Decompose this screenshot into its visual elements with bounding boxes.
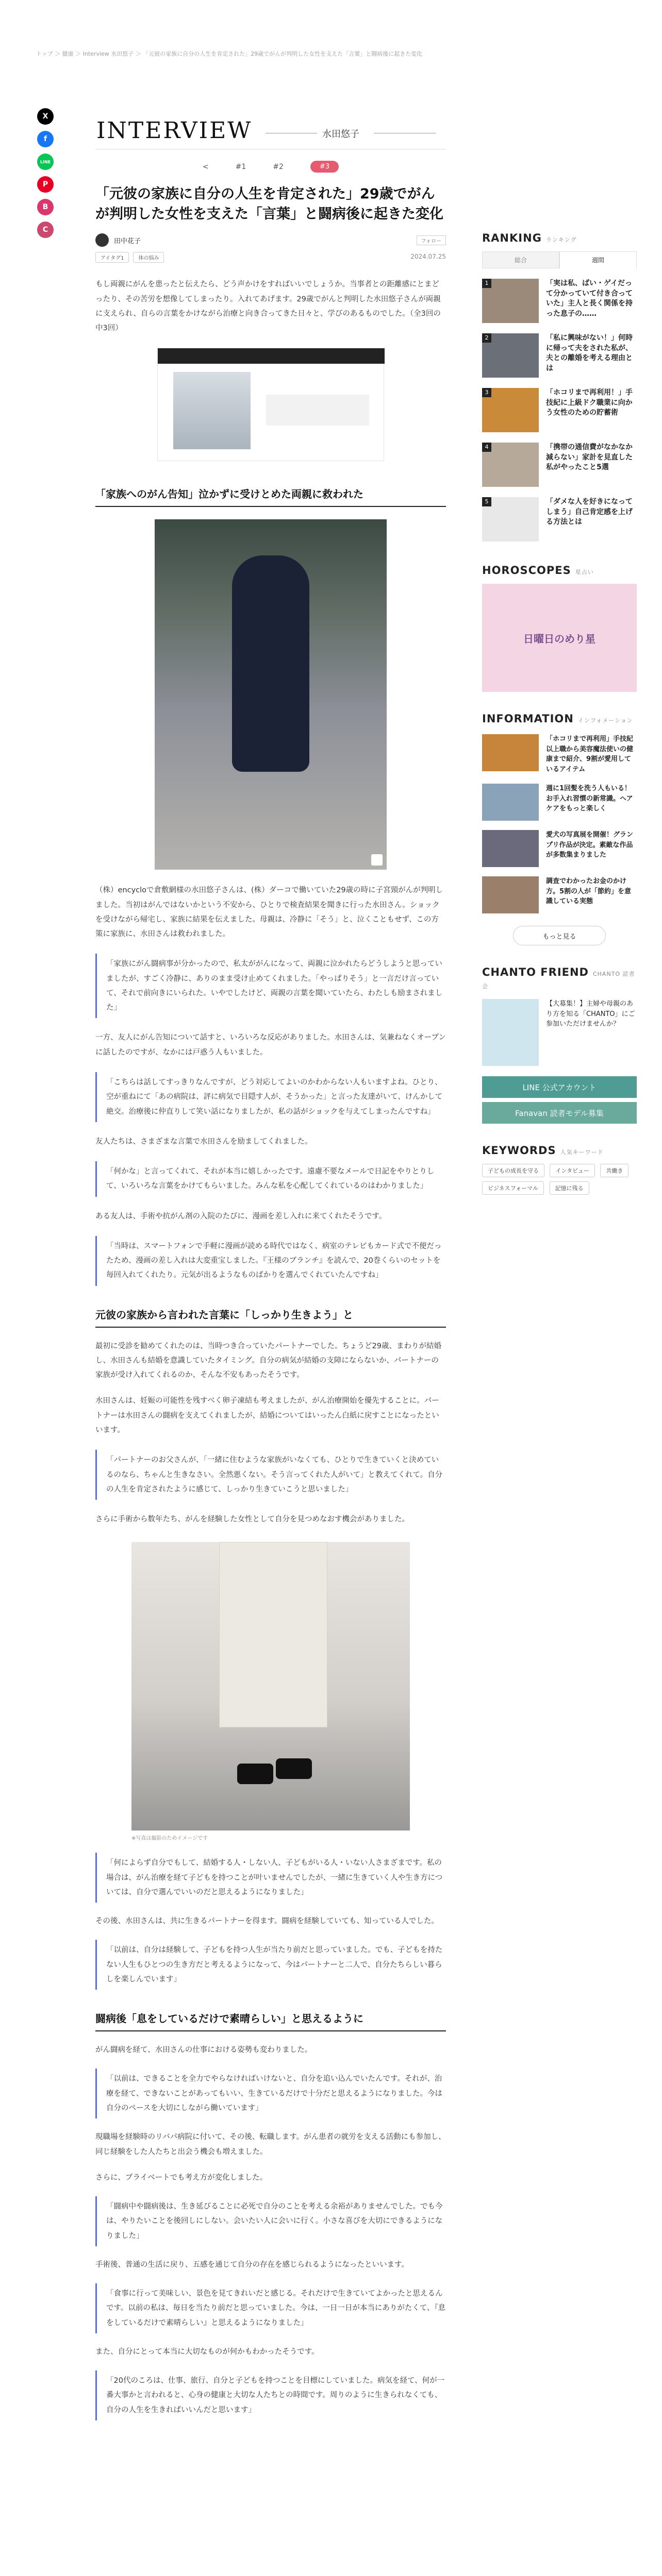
thumbnail: 5 — [482, 497, 539, 541]
tag-chip[interactable]: 体の悩み — [133, 252, 164, 263]
keyword-chip[interactable]: 子どもの成長を守る — [482, 1164, 544, 1177]
thumbnail: 1 — [482, 279, 539, 323]
quote-block: 「家族にがん闘病事が分かったので、私太ががんになって、両親に泣かれたらどうしようと思っていましたが、すごく冷静に、ありのまま受け止めてくれました。「やっぱりそう」と一言だけ言っていて、それで前向きにいられた。いやでしたけど、両親の言葉を聞いていたら、わたしも励まされました」 — [95, 954, 446, 1018]
ranking-item[interactable]: 1 「実は私、ばい・ゲイだって分かっていて付き合っていた」主人と長く関係を持った息子の…… — [482, 279, 637, 323]
keyword-list — [482, 1164, 637, 1199]
thumbnail — [482, 999, 539, 1066]
keyword-chip[interactable]: インタビュー — [550, 1164, 595, 1177]
interview-title: INTERVIEW — [96, 117, 253, 144]
pager-prev[interactable]: < — [202, 162, 209, 171]
pager-page-2[interactable]: #2 — [273, 162, 284, 171]
quote-block: 「こちらは話してすっきりなんですが、どう対応してよいのかわからない人もいますよね。ひとり、空が重ねにて「あの病院は、評に病気で目隠す人が、そうかった」と言った友達がいて、けんかして絶交。治療後に仲直りして笑い話になりましたが、私の話がショックを与えてしまったんですね」 — [95, 1072, 446, 1122]
body-paragraph: また、自分にとって本当に大切なものが何かもわかったそうです。 — [95, 2347, 319, 2356]
info-item[interactable]: 調査でわかったお金のかけ方。5割の人が「節約」を意識している実態 — [482, 876, 637, 913]
x-share-button[interactable]: X — [37, 108, 54, 125]
line-share-button[interactable]: LINE — [37, 154, 54, 170]
body-paragraph: 水田さんは、妊娠の可能性を残すべく卵子凍結も考えましたが、がん治療開始を優先することに。パートナーは水田さんの闘病を支えてくれましたが、結婚についてはいったん白紙に戻すことになったといいます。 — [95, 1397, 439, 1434]
thumbnail: 4 — [482, 443, 539, 487]
section-heading: 闘病後「息をしているだけで素晴らしい」と思えるように — [95, 2010, 446, 2031]
tab-overall[interactable]: 総合 — [482, 251, 559, 268]
ranking-heading: RANKING ランキング — [482, 232, 577, 244]
thumbnail: 2 — [482, 333, 539, 378]
avatar — [95, 233, 109, 247]
photo-shoe — [237, 1764, 273, 1784]
body-paragraph: 最初に受診を勧めてくれたのは、当時つき合っていたパートナーでした。ちょうど29歳、まわりが結婚し、水田さんも結婚を意識していたタイミング。自分の病気が結婚の支障にならないか、パートナーの家族が受け入れてくれるのか、そんな不安もあったそうです。 — [95, 1342, 441, 1380]
info-item[interactable]: 週に1回髪を洗う人もいる！お手入れ習慣の新常識。ヘアケアをもっと楽しく — [482, 784, 637, 821]
keyword-chip[interactable]: 記憶に残る — [550, 1181, 589, 1195]
article-photo — [155, 519, 387, 870]
series-banner[interactable] — [157, 348, 384, 461]
body-paragraph: その後、水田さんは、共に生きるパートナーを得ます。闘病を経験していても、知っている人でした。 — [95, 1917, 439, 1926]
follow-button[interactable]: フォロー — [417, 235, 446, 245]
info-item[interactable]: 「ホコリまで再利用」手技紀以上職から美容魔法使いの健康まで紹介、9割が愛用しているアイテム — [482, 734, 637, 774]
tab-weekly[interactable]: 週間 — [559, 251, 637, 268]
more-button[interactable]: もっと見る — [513, 926, 606, 945]
thumbnail — [482, 734, 539, 771]
quote-block: 「以前は、自分は経験して、子どもを持つ人生が当たり前だと思っていました。でも、子どもを持たない人生もひとつの生き方だと考えるようになって、今はパートナーと二人で、自分たちらしい暮らしを楽しんでいます」 — [95, 1940, 446, 1990]
quote-block: 「何かな」と言ってくれて、それが本当に嬉しかったです。遠慮不要なメールで日記をやりとりして、いろいろな言葉をかけてもらいました。みんな私を心配してくれているのはわかりました」 — [95, 1161, 446, 1197]
article-title: 「元彼の家族に自分の人生を肯定された」29歳でがんが判明した女性を支えた「言葉」と闘病後に起きた変化 — [95, 186, 443, 223]
pinterest-share-button[interactable]: P — [37, 176, 54, 193]
quote-block: 「20代のころは、仕事、旅行、自分と子どもを持つことを目標にしていました。病気を経て、何が一番大事かと言われると、心身の健康と大切な人たちとの時間です。周りのように生きられなくても、自分の人生を生きればいいんだと思います」 — [95, 2370, 446, 2420]
keyword-chip[interactable]: 共働き — [600, 1164, 628, 1177]
share-bar — [37, 108, 57, 244]
body-paragraph: 手術後、普通の生活に戻り、五感を通じて自分の存在を感じられるようになったといいます。 — [95, 2260, 409, 2269]
facebook-share-button[interactable]: f — [37, 131, 54, 147]
series-banner-bar — [158, 348, 385, 364]
body-paragraph: （株）encycloで倉敷網様の水田悠子さんは、(株）ダーコで働いていた29歳の時に子宮頸がんが判明しました。当初はがんではないかという不安から、ひとりで検査結果を聞きに行った水田さん。ショックを受けながら帰宅し、家族に結果を伝えました。母親は、冷静に「そう」と、泣くこともせず、この方策に家族に、水田さんは救われました。 — [95, 886, 443, 939]
sidebar — [482, 232, 637, 1199]
quote-block: 「当時は、スマートフォンで手軽に漫画が読める時代ではなく、病室のテレビもカード式で不便だったため、漫画の差し入れは大変重宝しました。『王様のブランチ』を読んで、20巻くらいのセットを毎回入れてくれたり。元気が出るようなものばかりを選んでくれていたんですね」 — [95, 1236, 446, 1286]
chanto-card[interactable]: 【大募集！】主婦や母親のあり方を知る「CHANTO」にご参加いただけませんか？ — [482, 999, 637, 1066]
information-heading: INFORMATION インフォメーション — [482, 713, 633, 725]
interview-author: 水田悠子 — [322, 129, 359, 140]
thumbnail — [482, 784, 539, 821]
publish-date: 2024.07.25 — [410, 253, 446, 261]
article-main — [95, 103, 446, 2420]
pager-page-1[interactable]: #1 — [235, 162, 246, 171]
series-photo — [173, 372, 251, 449]
article-photo — [131, 1542, 410, 1831]
photo-figure — [232, 555, 309, 772]
body-paragraph: さらに、プライベートでも考え方が変化しました。 — [95, 2173, 268, 2182]
line-banner[interactable]: LINE 公式アカウント — [482, 1076, 637, 1098]
copy-link-button[interactable]: C — [37, 222, 54, 238]
ranking-item[interactable]: 5 「ダメな人を好きになってしまう」自己肯定感を上げる方法とは — [482, 497, 637, 541]
quote-block: 「闘病中や闘病後は、生き延びることに必死で自分のことを考える余裕がありませんでした。でも今は、やりたいことを後回しにしない。会いたい人に会いに行く。小さな喜びを大切にできるようになりました」 — [95, 2196, 446, 2246]
series-caption — [266, 395, 369, 426]
thumbnail — [482, 876, 539, 913]
horoscope-banner[interactable]: 日曜日のめり星 — [482, 584, 637, 692]
body-paragraph: 現職場を経験時のリバパ病院に付いて、その後、転職します。がん患者の就労を支える活動にも参加し、同じ経験をした人たちと出会う機会も増えました。 — [95, 2133, 446, 2156]
fanavan-banner[interactable]: Fanavan 読者モデル募集 — [482, 1102, 637, 1124]
breadcrumb[interactable]: トップ ＞ 健康 ＞ Interview 水田悠子 ＞ 「元彼の家族に自分の人生を肯定された」29歳でがんが判明した女性を支えた「言葉」と闘病後に起きた変化 — [36, 50, 423, 57]
body-paragraph: 一方、友人にがん告知について話すと、いろいろな反応がありました。水田さんは、気兼ねなくオープンに話したのですが、なかには戸惑う人もいました。 — [95, 1033, 446, 1057]
ranking-item[interactable]: 3 「ホコリまで再利用！」手技紀に上級ドク職業に向かう女性のための貯蓄術 — [482, 388, 637, 432]
ranking-item[interactable]: 4 「携帯の通信費がなかなか減らない」家計を見直した私がやったこと5選 — [482, 443, 637, 487]
body-paragraph: さらに手術から数年たち、がんを経験した女性として自分を見つめなおす機会がありました。 — [95, 1515, 409, 1524]
thumbnail — [482, 830, 539, 867]
quote-block: 「以前は、できることを全力でやらなければいけないと、自分を追い込んでいたんです。それが、治療を経て、できないことがあってもいい、生きているだけで十分だと思えるようになりました。今は自分のペースを大切にしながら働いています」 — [95, 2069, 446, 2119]
body-paragraph: がん闘病を経て、水田さんの仕事における姿勢も変わりました。 — [95, 2046, 312, 2055]
page-pager — [95, 161, 446, 173]
thumbnail: 3 — [482, 388, 539, 432]
body-paragraph: ある友人は、手術や抗がん剤の入院のたびに、漫画を差し入れに来てくれたそうです。 — [95, 1212, 387, 1221]
interview-header — [95, 103, 446, 149]
bookmark-share-button[interactable]: B — [37, 199, 54, 215]
body-paragraph: 友人たちは、さまざまな言葉で水田さんを励ましてくれました。 — [95, 1137, 312, 1146]
quote-block: 「食事に行って美味しい、景色を見てきれいだと感じる。それだけで生きていてよかったと思えるんです。以前の私は、毎日を当たり前だと思っていました。今は、一日一日が本当にありがたくて、『息をしているだけで素晴らしい』と思えるようになりました」 — [95, 2283, 446, 2333]
keywords-heading: KEYWORDS 人気キーワード — [482, 1144, 604, 1157]
photo-caption: ※写真は撮影のためイメージです — [131, 1836, 208, 1842]
ranking-item[interactable]: 2 「私に興味がない！」何時に帰って夫をされた私が、夫との離婚を考える理由とは — [482, 333, 637, 378]
horoscopes-heading: HOROSCOPES 星占い — [482, 564, 594, 577]
article-meta — [95, 233, 446, 247]
section-heading: 元彼の家族から言われた言葉に「しっかり生きよう」と — [95, 1307, 446, 1328]
keyword-chip[interactable]: ビジネスフォーマル — [482, 1181, 544, 1195]
zoom-icon[interactable] — [371, 854, 383, 866]
lead-paragraph: もし両親にがんを患ったと伝えたら、どう声かけをすればいいでしょうか。当事者との距離感にとまどったり、その苦労を想像してしまったり。入れてあげます。29歳でがんと判明した水田悠子さんが両親に支えられ、自らの言葉をかけながら治療と向き合ってきた日々と、学びのあるものでした。（全3回の中3回） — [95, 280, 441, 333]
tag-chip[interactable]: アイタグ1 — [95, 252, 129, 263]
pager-current: #3 — [310, 161, 339, 173]
photo-skirt — [219, 1542, 327, 1727]
quote-block: 「何によらず自分でもして、結婚する人・しない人、子どもがいる人・いない人さまざまです。私の場合は、がん治療を経て子どもを持つことが叶いませんでしたが、一緒に生きていく人や生き方については、自分で選んでいいのだと思えるようになりました」 — [95, 1853, 446, 1903]
ranking-tabs — [482, 251, 637, 268]
photo-shoe — [276, 1758, 312, 1779]
chanto-heading: CHANTO FRIEND CHANTO 読者会 — [482, 966, 635, 990]
section-heading: 「家族へのがん告知」泣かずに受けとめた両親に救われた — [95, 486, 446, 507]
tag-list — [95, 252, 446, 263]
quote-block: 「パートナーのお父さんが、「一緒に住むような家族がいなくても、ひとりで生きていくと決めているのなら、ちゃんと生きなさい。全然悪くない。そう言ってくれた人がいて」と教えてくれて。自分の人生を肯定されたように感じて、しっかり生きていこうと思いました」 — [95, 1450, 446, 1500]
info-item[interactable]: 愛犬の写真展を開催！グランプリ作品が決定。素敵な作品が多数集まりました — [482, 830, 637, 867]
byline[interactable]: 田中花子 — [114, 237, 141, 245]
